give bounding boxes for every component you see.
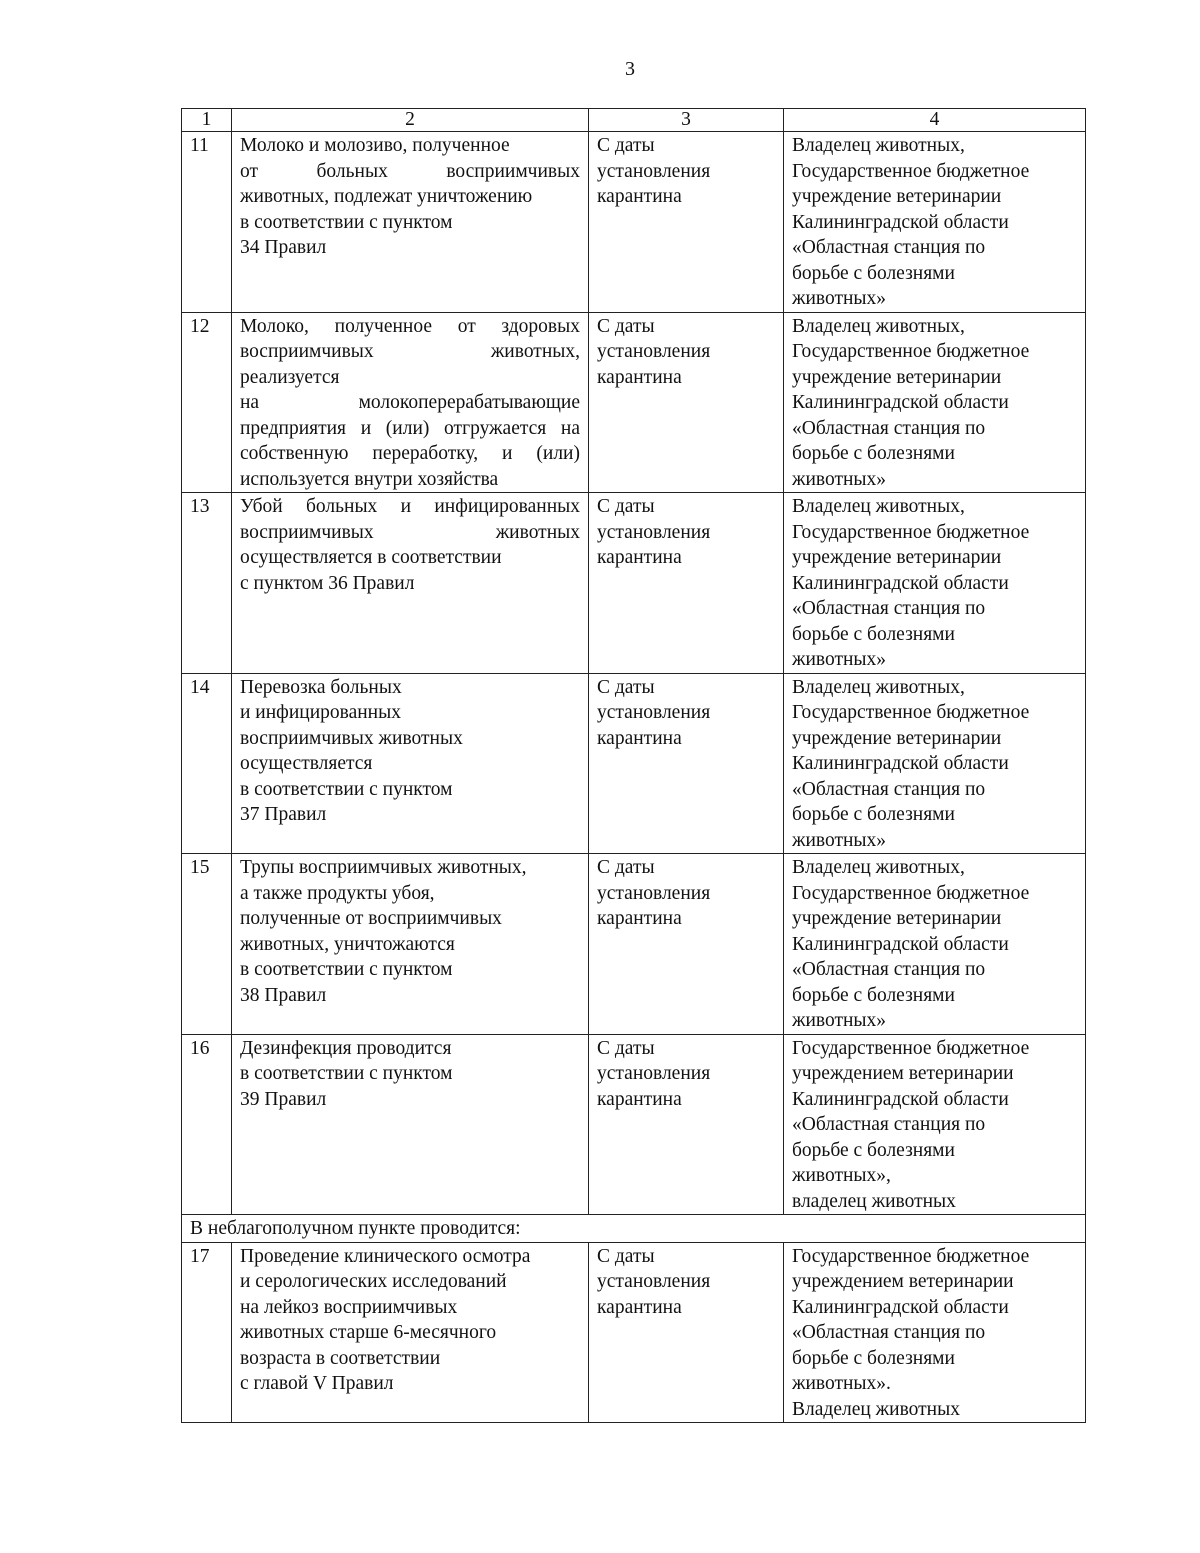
term-text-line: карантина	[597, 1296, 682, 1318]
measure-text-line: с главой V Правил	[240, 1373, 394, 1394]
responsible-text-line: учреждение ветеринарии	[792, 727, 1002, 749]
row-number: 12	[182, 312, 232, 493]
responsible-text-line: Государственное бюджетное	[792, 702, 1030, 723]
measure-text-line: на лейкоз восприимчивых	[240, 1296, 458, 1318]
measure-text-line: используется внутри хозяйства	[240, 468, 499, 490]
measure-text-line: в соответствии с пунктом	[240, 1063, 453, 1084]
page-number: 3	[625, 58, 635, 80]
section-heading-row	[182, 1215, 1086, 1243]
measure-text-line: Убой больных и инфицированных	[240, 496, 580, 517]
responsible-text-line: животных»	[792, 468, 887, 490]
table-row	[182, 312, 1086, 493]
measure-text-line: осуществляется в соответствии	[240, 547, 502, 568]
responsible-text-line: животных»	[792, 649, 887, 670]
measure-text-line: на молокоперерабатывающие	[240, 392, 580, 413]
responsible-text-line: учреждение ветеринарии	[792, 547, 1002, 568]
measure-cell	[232, 132, 589, 313]
responsible-text-line: Калининградской области	[792, 933, 1009, 955]
responsible-text-line: учреждение ветеринарии	[792, 186, 1002, 207]
measure-cell	[232, 1034, 589, 1215]
responsible-text-line: животных»,	[792, 1165, 891, 1186]
responsible-text-line: Государственное бюджетное	[792, 882, 1030, 904]
column-header-4: 4	[784, 109, 1086, 132]
measure-cell	[232, 673, 589, 854]
measure-text-line: Дезинфекция проводится	[240, 1037, 452, 1059]
measure-text-line: возраста в соответствии	[240, 1347, 441, 1369]
measure-text-line: собственную переработку, и (или)	[240, 443, 580, 464]
responsible-text-line: борьбе с болезнями	[792, 1347, 955, 1369]
responsible-cell	[784, 673, 1086, 854]
responsible-text-line: животных»	[792, 1010, 887, 1031]
measure-text-line: предприятия и (или) отгружается на	[240, 417, 580, 439]
responsible-text-line: Государственное бюджетное	[792, 1037, 1030, 1059]
term-cell	[589, 854, 784, 1035]
measure-text-line: 34 Правил	[240, 237, 327, 258]
responsible-text-line: Государственное бюджетное	[792, 341, 1030, 362]
section-body	[182, 1215, 1086, 1243]
responsible-text-line: Владелец животных,	[792, 135, 965, 156]
measure-text-line: и инфицированных	[240, 702, 401, 723]
measure-text-line: Трупы восприимчивых животных,	[240, 857, 527, 878]
measure-text-line: Молоко и молозиво, полученное	[240, 135, 510, 156]
responsible-text-line: учреждение ветеринарии	[792, 908, 1002, 929]
term-text-line: установления	[597, 1271, 711, 1292]
responsible-text-line: «Областная станция по	[792, 959, 986, 980]
measure-cell	[232, 1242, 589, 1423]
measure-text-line: от больных восприимчивых	[240, 160, 580, 182]
responsible-text-line: Калининградской области	[792, 1088, 1009, 1110]
measure-text-line: осуществляется	[240, 753, 373, 774]
responsible-text-line: животных»	[792, 829, 887, 851]
term-text-line: С даты	[597, 1245, 655, 1267]
responsible-text-line: «Областная станция по	[792, 1322, 986, 1343]
measure-cell	[232, 493, 589, 674]
measure-text-line: в соответствии с пунктом	[240, 211, 453, 233]
responsible-text-line: Владелец животных,	[792, 315, 965, 337]
responsible-text-line: борьбе с болезнями	[792, 443, 955, 464]
responsible-text-line: борьбе с болезнями	[792, 623, 955, 645]
responsible-text-line: «Областная станция по	[792, 598, 986, 619]
term-text-line: карантина	[597, 1088, 682, 1110]
measure-text-line: восприимчивых животных,	[240, 341, 580, 362]
responsible-text-line: Калининградской области	[792, 572, 1009, 594]
responsible-cell	[784, 132, 1086, 313]
term-cell	[589, 1242, 784, 1423]
responsible-text-line: учреждением ветеринарии	[792, 1271, 1014, 1292]
column-header-2: 2	[232, 109, 589, 132]
table-row	[182, 1242, 1086, 1423]
measure-text-line: животных, подлежат уничтожению	[240, 186, 533, 207]
table-row	[182, 854, 1086, 1035]
measure-cell	[232, 854, 589, 1035]
column-header-1: 1	[182, 109, 232, 132]
term-text-line: карантина	[597, 186, 682, 207]
term-text-line: карантина	[597, 727, 682, 749]
responsible-text-line: борьбе с болезнями	[792, 984, 955, 1006]
measure-text-line: и серологических исследований	[240, 1271, 507, 1292]
responsible-text-line: Калининградской области	[792, 753, 1009, 774]
measure-text-line: животных, уничтожаются	[240, 933, 455, 955]
responsible-text-line: Государственное бюджетное	[792, 521, 1030, 543]
responsible-text-line: учреждение ветеринарии	[792, 366, 1002, 388]
measure-text-line: животных старше 6-месячного	[240, 1322, 497, 1343]
row-number: 14	[182, 673, 232, 854]
term-text-line: установления	[597, 702, 711, 723]
responsible-text-line: «Областная станция по	[792, 778, 986, 800]
measure-text-line: с пунктом 36 Правил	[240, 572, 415, 594]
term-text-line: установления	[597, 882, 711, 904]
table-row	[182, 132, 1086, 313]
measure-text-line: восприимчивых животных	[240, 727, 463, 749]
responsible-cell	[784, 1242, 1086, 1423]
term-text-line: установления	[597, 521, 711, 543]
measure-text-line: реализуется	[240, 366, 340, 388]
table-row	[182, 673, 1086, 854]
term-text-line: установления	[597, 160, 711, 182]
table-body-after-section	[182, 1242, 1086, 1423]
term-cell	[589, 312, 784, 493]
responsible-text-line: «Областная станция по	[792, 237, 986, 258]
responsible-cell	[784, 1034, 1086, 1215]
responsible-text-line: Владелец животных,	[792, 857, 965, 878]
term-text-line: карантина	[597, 366, 682, 388]
table-row	[182, 493, 1086, 674]
term-text-line: С даты	[597, 1037, 655, 1059]
responsible-text-line: борьбе с болезнями	[792, 262, 955, 284]
term-text-line: С даты	[597, 315, 655, 337]
column-header-3: 3	[589, 109, 784, 132]
row-number: 15	[182, 854, 232, 1035]
measure-text-line: Молоко, полученное от здоровых	[240, 315, 580, 337]
responsible-text-line: Калининградской области	[792, 392, 1009, 413]
responsible-cell	[784, 493, 1086, 674]
responsible-text-line: Калининградской области	[792, 1296, 1009, 1318]
term-text-line: С даты	[597, 857, 655, 878]
responsible-text-line: учреждением ветеринарии	[792, 1063, 1014, 1084]
measure-text-line: 39 Правил	[240, 1088, 327, 1110]
measure-text-line: Перевозка больных	[240, 676, 402, 698]
row-number: 17	[182, 1242, 232, 1423]
measures-table	[181, 108, 1086, 1423]
measure-text-line: восприимчивых животных	[240, 521, 580, 543]
term-text-line: карантина	[597, 908, 682, 929]
row-number: 13	[182, 493, 232, 674]
term-text-line: С даты	[597, 676, 655, 698]
responsible-text-line: Владелец животных,	[792, 676, 965, 698]
responsible-text-line: животных».	[792, 1373, 891, 1394]
responsible-text-line: «Областная станция по	[792, 417, 986, 439]
responsible-text-line: борьбе с болезнями	[792, 1139, 955, 1161]
table-header-row	[182, 109, 1086, 132]
section-heading: В неблагополучном пункте проводится:	[182, 1215, 1086, 1243]
measure-text-line: в соответствии с пунктом	[240, 778, 453, 800]
responsible-text-line: Государственное бюджетное	[792, 1245, 1030, 1267]
responsible-text-line: владелец животных	[792, 1190, 956, 1212]
row-number: 11	[182, 132, 232, 313]
term-text-line: карантина	[597, 547, 682, 568]
measure-text-line: 37 Правил	[240, 804, 327, 825]
measure-text-line: полученные от восприимчивых	[240, 908, 502, 929]
responsible-text-line: Владелец животных,	[792, 496, 965, 517]
responsible-text-line: Калининградской области	[792, 211, 1009, 233]
measure-text-line: Проведение клинического осмотра	[240, 1245, 531, 1267]
responsible-text-line: борьбе с болезнями	[792, 804, 955, 825]
term-text-line: установления	[597, 341, 711, 362]
responsible-text-line: Государственное бюджетное	[792, 160, 1030, 182]
responsible-cell	[784, 312, 1086, 493]
responsible-cell	[784, 854, 1086, 1035]
term-cell	[589, 132, 784, 313]
responsible-text-line: «Областная станция по	[792, 1114, 986, 1135]
term-cell	[589, 673, 784, 854]
term-text-line: С даты	[597, 135, 655, 156]
term-text-line: С даты	[597, 496, 655, 517]
measure-text-line: в соответствии с пунктом	[240, 959, 453, 980]
term-cell	[589, 1034, 784, 1215]
table-body	[182, 132, 1086, 1215]
measure-text-line: 38 Правил	[240, 984, 327, 1006]
row-number: 16	[182, 1034, 232, 1215]
table-row	[182, 1034, 1086, 1215]
term-cell	[589, 493, 784, 674]
responsible-text-line: Владелец животных	[792, 1398, 960, 1420]
term-text-line: установления	[597, 1063, 711, 1084]
measure-text-line: а также продукты убоя,	[240, 882, 435, 904]
measure-cell	[232, 312, 589, 493]
responsible-text-line: животных»	[792, 288, 887, 309]
